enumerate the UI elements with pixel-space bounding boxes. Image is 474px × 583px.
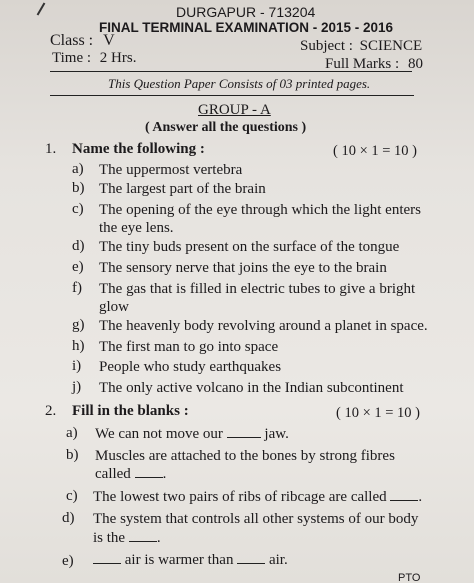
item-text: People who study earthquakes <box>99 359 282 375</box>
text-before-blank: We can not move our <box>95 426 223 442</box>
answer-blank <box>237 551 265 564</box>
item-letter: a) <box>66 425 78 441</box>
text-before-blank: called <box>95 466 131 482</box>
class-label: Class : <box>50 32 94 49</box>
item-text: The sensory nerve that joins the eye to the brain <box>99 260 387 276</box>
item-letter: c) <box>72 201 84 217</box>
item-text: The largest part of the brain <box>99 181 266 197</box>
answer-blank <box>129 529 157 542</box>
item-letter: e) <box>62 553 74 569</box>
item-letter: a) <box>72 161 84 177</box>
q1-marks: ( 10 × 1 = 10 ) <box>333 143 418 159</box>
item-text: The uppermost vertebra <box>99 162 243 178</box>
item-text <box>93 551 288 570</box>
answer-blank <box>390 488 418 501</box>
pen-mark <box>37 2 46 15</box>
q2-number: 2. <box>45 403 57 419</box>
item-letter: d) <box>72 238 85 254</box>
pages-note: This Question Paper Consists of 03 printed pages. <box>108 76 371 91</box>
class-value: V <box>103 32 115 49</box>
text-before-blank: The lowest two pairs of ribs of ribcage are called <box>93 489 387 505</box>
item-text: The heavenly body revolving around a planet in space. <box>99 318 428 334</box>
header-rule-top <box>50 71 412 72</box>
q2-marks: ( 10 × 1 = 10 ) <box>336 405 421 421</box>
item-text <box>95 425 289 444</box>
item-text-cont: the eye lens. <box>99 220 174 236</box>
header-rule-bottom <box>50 95 414 96</box>
item-letter: i) <box>72 358 82 374</box>
item-letter: j) <box>72 379 82 395</box>
q2-heading: Fill in the blanks : <box>72 403 189 419</box>
item-text-cont <box>95 465 166 484</box>
text-after-blank: air. <box>268 552 288 568</box>
item-text: Muscles are attached to the bones by strong fibres <box>95 448 395 464</box>
text-before-blank: is the <box>93 530 126 546</box>
item-text: The only active volcano in the Indian subcontinent <box>99 380 404 396</box>
group-instruction: ( Answer all the questions ) <box>145 120 307 135</box>
exam-title: FINAL TERMINAL EXAMINATION - 2015 - 2016 <box>99 20 394 35</box>
answer-blank <box>227 425 261 438</box>
item-letter: f) <box>72 280 82 296</box>
q1-heading: Name the following : <box>72 141 205 157</box>
subject-info <box>300 38 422 55</box>
item-letter: e) <box>72 259 84 275</box>
class-info <box>50 32 115 50</box>
page-turn-note: PTO <box>398 572 421 583</box>
time-info <box>52 50 136 67</box>
subject-value: SCIENCE <box>359 38 423 54</box>
item-text: The system that controls all other systems of our body <box>93 511 419 527</box>
item-text: The first man to go into space <box>99 339 279 355</box>
answer-blank <box>93 551 121 564</box>
text-middle: air is warmer than <box>124 552 234 568</box>
item-letter: d) <box>62 510 75 526</box>
text-after-blank: jaw. <box>264 426 289 442</box>
school-location: DURGAPUR - 713204 <box>176 4 316 20</box>
text-after-blank: . <box>162 466 167 482</box>
full-marks-value: 80 <box>407 56 423 72</box>
subject-label: Subject : <box>300 38 353 54</box>
item-text: The opening of the eye through which the light enters <box>99 202 421 218</box>
text-after-blank: . <box>156 530 161 546</box>
item-letter: b) <box>72 180 85 196</box>
item-letter: b) <box>66 447 79 463</box>
item-text-cont: glow <box>99 299 129 315</box>
item-text: The tiny buds present on the surface of the tongue <box>99 239 400 255</box>
item-text-cont <box>93 529 161 548</box>
q1-number: 1. <box>45 141 57 157</box>
full-marks-label: Full Marks : <box>325 56 400 72</box>
item-letter: c) <box>66 488 78 504</box>
item-text: The gas that is filled in electric tubes to give a bright <box>99 281 416 297</box>
group-title: GROUP - A <box>198 102 271 118</box>
answer-blank <box>135 465 163 478</box>
item-letter: h) <box>72 338 85 354</box>
text-after-blank: . <box>418 489 423 505</box>
item-letter: g) <box>72 317 85 333</box>
time-value: 2 Hrs. <box>99 50 137 66</box>
time-label: Time : <box>52 50 92 66</box>
item-text <box>93 488 422 507</box>
